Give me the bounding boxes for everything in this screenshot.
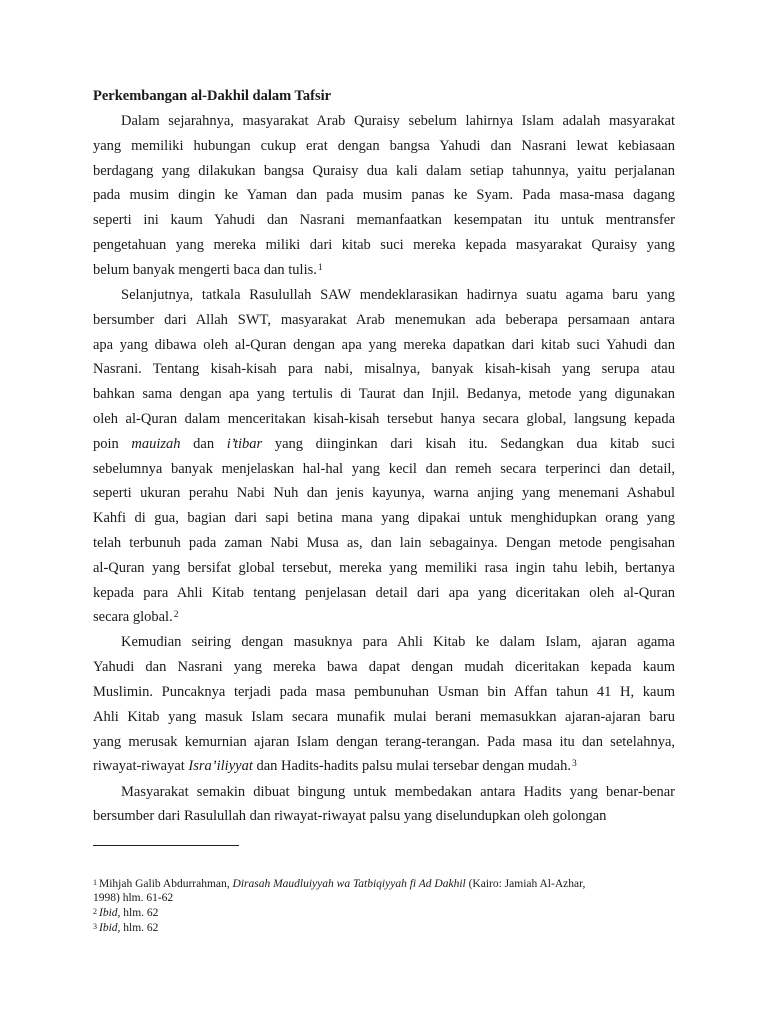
text-segment: yang diinginkan dari kisah itu. Sedangkan dua kitab suci [262, 435, 676, 452]
text-segment: belum banyak mengerti baca dan tulis. [93, 261, 317, 278]
footnote-reference[interactable]: 1 [317, 262, 323, 273]
text-line [93, 161, 675, 181]
text-segment: berdagang yang dilakukan bangsa Quraisy dua kali dalam setiap tahunnya, yaitu perjalanan [93, 162, 675, 179]
footnote-reference[interactable]: 3 [571, 759, 577, 770]
footnote-text: Ibid, [99, 907, 121, 919]
text-line [93, 682, 675, 702]
footnote-reference[interactable]: 2 [173, 610, 179, 621]
text-segment: Dalam sejarahnya, masyarakat Arab Quraisy sebelum lahirnya Islam adalah masyarakat [121, 113, 675, 129]
text-segment: pada musim dingin ke Yaman dan pada musim panas ke Syam. Pada masa-masa dagang [93, 187, 675, 204]
text-line [93, 806, 675, 826]
text-line [93, 359, 675, 379]
text-segment: sebelumnya banyak menjelaskan hal-hal yang kecil dan remeh secara terperinci dan detail, [93, 460, 675, 477]
text-line [121, 285, 675, 305]
text-segment: oleh al-Quran dalam menceritakan kisah-kisah tersebut hanya secara global, langsung kepada [93, 410, 675, 427]
text-line [121, 632, 675, 652]
text-segment: bersumber dari Rasulullah dan riwayat-riwayat palsu yang diselundupkan oleh golongan [93, 808, 607, 825]
text-line [93, 310, 675, 330]
text-segment: riwayat-riwayat [93, 758, 189, 775]
text-line [93, 384, 675, 404]
text-line [93, 136, 675, 156]
text-line [93, 434, 675, 454]
text-segment: Nasrani. Tentang kisah-kisah para nabi, misalnya, banyak kisah-kisah yang serupa atau [93, 361, 675, 378]
text-line [93, 210, 675, 230]
text-line [93, 508, 675, 528]
italic-term: mauizah [131, 435, 181, 452]
section-heading: Perkembangan al-Dakhil dalam Tafsir [93, 88, 332, 104]
text-segment: Masyarakat semakin dibuat bingung untuk membedakan antara Hadits yang benar-benar [121, 783, 675, 800]
text-segment: seperti ukuran perahu Nabi Nuh dan jenis kayunya, warna anjing yang menemani Ashabul [93, 485, 675, 502]
text-line [93, 707, 675, 727]
footnote-text: hlm. 62 [120, 907, 159, 919]
footnote [93, 877, 678, 892]
text-line [93, 483, 675, 503]
footnote-text: Dirasah Maudluiyyah wa Tatbiqiyyah fi Ad Dakhil [232, 878, 466, 890]
text-segment: pengetahuan yang mereka miliki dari kitab suci mereka kepada masyarakat Quraisy yang [93, 237, 675, 253]
text-segment: secara global. [93, 609, 173, 626]
text-line [121, 111, 675, 131]
text-line [93, 607, 675, 627]
text-line [93, 260, 675, 280]
text-line [121, 782, 675, 802]
footnote-separator [93, 845, 239, 846]
text-segment: poin [93, 435, 132, 452]
italic-term: Isra’iliyyat [188, 758, 253, 775]
footnote-number: 2 [93, 907, 97, 916]
text-segment: bersumber dari Allah SWT, masyarakat Arab menemukan ada beberapa persamaan antara [93, 311, 675, 328]
text-line [93, 185, 675, 205]
footnote-text: Mihjah Galib Abdurrahman, [99, 878, 233, 890]
text-line [93, 657, 675, 677]
text-segment: Yahudi dan Nasrani yang mereka bawa dapat dengan mudah diceritakan kepada kaum [93, 659, 675, 676]
text-line [93, 409, 675, 429]
text-segment: Selanjutnya, tatkala Rasulullah SAW mendeklarasikan hadirnya suatu agama baru yang [121, 286, 675, 303]
text-segment: Ahli Kitab yang masuk Islam secara munafik mulai berani memasukkan ajaran-ajaran baru [93, 708, 675, 725]
footnote-number: 1 [93, 878, 97, 887]
text-segment: Kahfi di gua, bagian dari sapi betina mana yang dipakai untuk menghidupkan orang yang [93, 510, 675, 527]
text-segment: yang memiliki hubungan cukup erat dengan bangsa Yahudi dan Nasrani lewat kebiasaan [93, 137, 675, 154]
text-line [93, 335, 675, 355]
italic-term: i’tibar [226, 435, 263, 452]
text-segment: al-Quran yang bersifat global tersebut, mereka yang memiliki rasa ingin tahu lebih, bertanya [93, 559, 675, 576]
text-line [93, 732, 675, 752]
footnote [93, 906, 678, 921]
footnote-number: 3 [93, 922, 97, 931]
footnote-continuation: 1998) hlm. 61-62 [93, 892, 174, 904]
text-segment: telah terbunuh pada zaman Nabi Musa as, dan lain sebagainya. Dengan metode pengisahan [93, 534, 675, 551]
footnote-text: (Kairo: Jamiah Al-Azhar, [465, 878, 586, 890]
footnote-text: hlm. 62 [120, 922, 159, 934]
text-segment: dan [180, 435, 227, 452]
text-line [93, 533, 675, 553]
footnote-text: Ibid, [99, 922, 121, 934]
text-segment: Kemudian seiring dengan masuknya para Ahli Kitab ke dalam Islam, ajaran agama [121, 634, 675, 651]
text-line [93, 583, 675, 603]
text-segment: bahkan sama dengan apa yang tertulis di Taurat dan Injil. Bedanya, metode yang digunakan [93, 386, 675, 403]
text-segment: apa yang dibawa oleh al-Quran dengan apa yang mereka dapatkan dari kitab suci Yahudi dan [93, 336, 675, 353]
text-segment: Muslimin. Puncaknya terjadi pada masa pembunuhan Usman bin Affan tahun 41 H, kaum [93, 684, 675, 700]
text-line [93, 459, 675, 479]
text-segment: yang merusak kemurnian ajaran Islam dengan terang-terangan. Pada masa itu dan setelahnya, [93, 733, 675, 750]
text-segment: dan Hadits-hadits palsu mulai tersebar dengan mudah. [252, 758, 571, 775]
footnote [93, 921, 678, 936]
text-segment: seperti ini kaum Yahudi dan Nasrani memanfaatkan kesempatan itu untuk mentransfer [93, 212, 675, 229]
text-line [93, 756, 675, 776]
text-line [93, 558, 675, 578]
text-line [93, 235, 675, 255]
text-segment: kepada para Ahli Kitab tentang penjelasan detail dari apa yang diceritakan oleh al-Quran [93, 584, 675, 601]
